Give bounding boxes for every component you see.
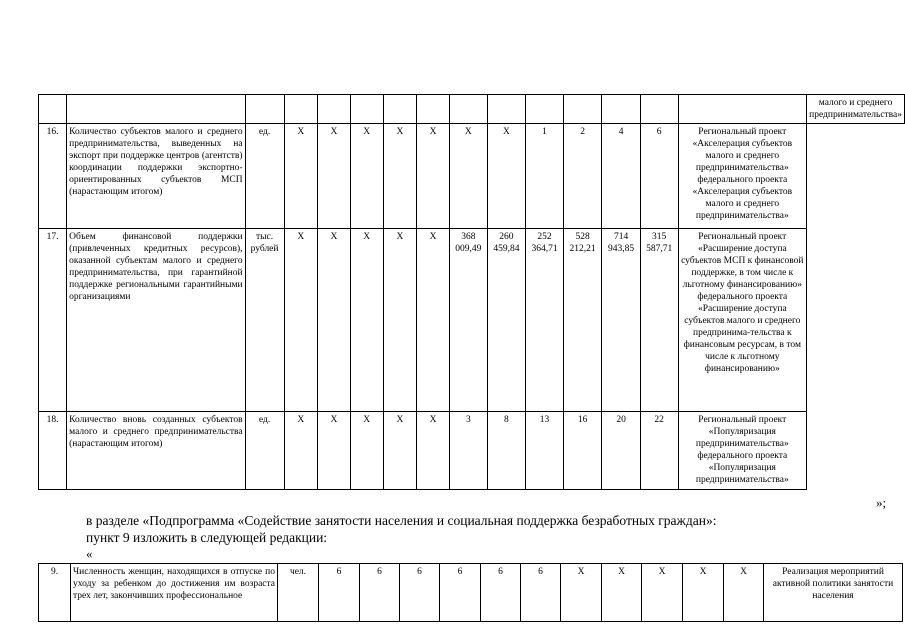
unit-cell: ед. (245, 124, 284, 229)
employment-table (38, 563, 903, 622)
value-cell: 13 (526, 412, 564, 490)
table-row (39, 564, 903, 622)
value-cell: 6 (319, 564, 360, 622)
value-cell (284, 95, 318, 124)
table-row (39, 412, 905, 490)
value-cell: X (561, 564, 602, 622)
unit-cell: ед. (245, 412, 284, 490)
value-cell: 22 (640, 412, 678, 490)
value-cell: X (487, 124, 525, 229)
section-paragraph: в разделе «Подпрограмма «Содействие занятости населения и социальная поддержка безработных граждан»: (86, 513, 717, 528)
indicator-name-cell: Количество субъектов малого и среднего предпринимательства, выведенных на экспорт при поддержке центров (агентств) координации поддержки экспортно-ориентированных субъектов МСП (нарастающим итогом) (67, 124, 245, 229)
value-cell (526, 95, 564, 124)
indicator-name-cell: Объем финансовой поддержки (привлеченных кредитных ресурсов), оказанной субъектам малого и среднего предпринимательства, при гарантийной поддержке региональными гарантийными организациями (67, 229, 245, 412)
value-cell: 315 587,71 (640, 229, 678, 412)
value-cell: 3 (449, 412, 487, 490)
value-cell (640, 95, 678, 124)
value-cell: 20 (602, 412, 640, 490)
table-row (39, 229, 905, 412)
closing-quote: »; (876, 495, 887, 510)
value-cell: X (318, 412, 351, 490)
table-row (39, 95, 905, 124)
value-cell: X (383, 229, 417, 412)
value-cell: 528 212,21 (563, 229, 601, 412)
value-cell: X (284, 229, 318, 412)
value-cell: 6 (360, 564, 400, 622)
value-cell (678, 95, 807, 124)
value-cell: 8 (487, 412, 525, 490)
value-cell: 6 (640, 124, 678, 229)
value-cell: 6 (481, 564, 521, 622)
unit-cell: тыс. рублей (245, 229, 284, 412)
unit-cell (245, 95, 284, 124)
value-cell: X (383, 412, 417, 490)
value-cell: X (642, 564, 683, 622)
row-number-cell: 9. (39, 564, 71, 622)
value-cell: X (284, 124, 318, 229)
value-cell: 252 364,71 (526, 229, 564, 412)
unit-cell: чел. (278, 564, 319, 622)
value-cell (563, 95, 601, 124)
indicator-name-cell: Численность женщин, находящихся в отпуске по уходу за ребенком до достижения им возраста трех лет, закончивших профессиональное (71, 564, 278, 622)
indicators-table (38, 94, 905, 490)
value-cell: X (284, 412, 318, 490)
value-cell (318, 95, 351, 124)
value-cell: 6 (440, 564, 481, 622)
value-cell: 4 (602, 124, 640, 229)
table-row (39, 124, 905, 229)
value-cell: X (449, 124, 487, 229)
project-cell: малого и среднего предпринимательства» (807, 95, 905, 124)
value-cell: X (383, 124, 417, 229)
value-cell (350, 95, 383, 124)
value-cell: X (318, 229, 351, 412)
value-cell: X (602, 564, 642, 622)
value-cell: X (724, 564, 764, 622)
value-cell (487, 95, 525, 124)
value-cell: 2 (563, 124, 601, 229)
value-cell: X (683, 564, 724, 622)
value-cell: X (350, 412, 383, 490)
value-cell: X (350, 124, 383, 229)
project-cell: Региональный проект «Расширение доступа субъектов МСП к финансовой поддержке, в том числе к льготному финансированию» федерального проекта «Расширение доступа субъектов малого и среднего предпринима-тельства к финансовым ресурсам, в том числе к льготному финансированию» (678, 229, 807, 412)
project-cell: Региональный проект «Акселерация субъектов малого и среднего предпринимательства» федерального проекта «Акселерация субъектов малого и среднего предпринимательства» (678, 124, 807, 229)
value-cell (417, 95, 450, 124)
value-cell: 16 (563, 412, 601, 490)
opening-quote: « (86, 546, 93, 561)
row-number-cell: 18. (39, 412, 67, 490)
project-cell: Региональный проект «Популяризация предпринимательства» федерального проекта «Популяризация предпринимательства» (678, 412, 807, 490)
project-cell: Реализация мероприятий активной политики занятости населения (764, 564, 903, 622)
value-cell: X (350, 229, 383, 412)
value-cell: X (417, 412, 450, 490)
value-cell: 260 459,84 (487, 229, 525, 412)
value-cell: X (318, 124, 351, 229)
value-cell (602, 95, 640, 124)
value-cell: 368 009,49 (449, 229, 487, 412)
value-cell: X (417, 229, 450, 412)
value-cell (383, 95, 417, 124)
value-cell: 714 943,85 (602, 229, 640, 412)
value-cell (449, 95, 487, 124)
value-cell: X (417, 124, 450, 229)
row-number-cell: 17. (39, 229, 67, 412)
value-cell: 6 (400, 564, 440, 622)
row-number-cell (39, 95, 67, 124)
indicator-name-cell (67, 95, 245, 124)
row-number-cell: 16. (39, 124, 67, 229)
item-paragraph: пункт 9 изложить в следующей редакции: (86, 530, 328, 545)
value-cell: 1 (526, 124, 564, 229)
value-cell: 6 (521, 564, 561, 622)
indicator-name-cell: Количество вновь созданных субъектов малого и среднего предпринимательства (нарастающим итогом) (67, 412, 245, 490)
